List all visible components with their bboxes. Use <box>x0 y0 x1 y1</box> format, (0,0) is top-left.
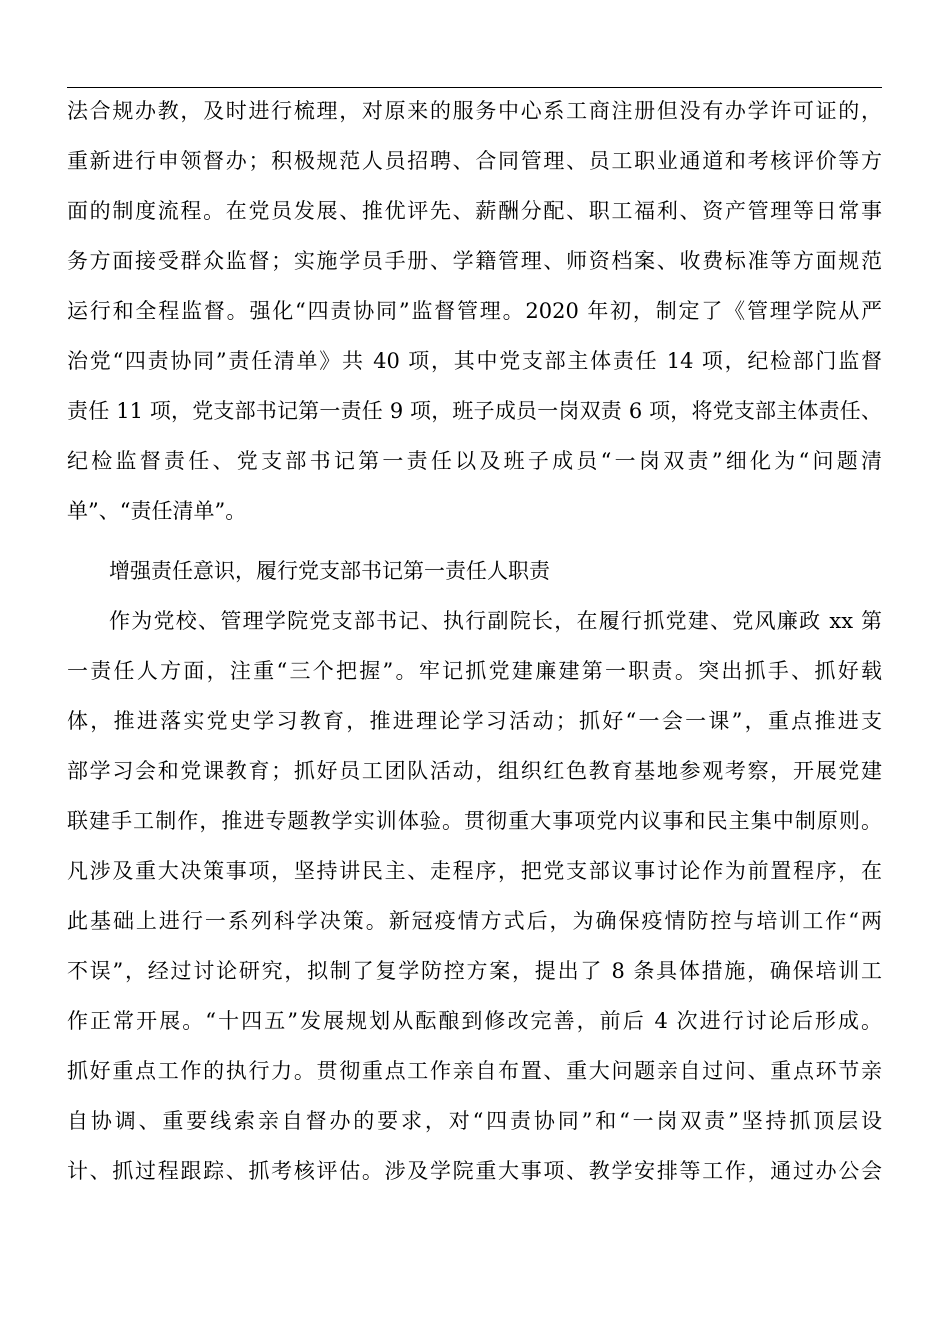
section-heading: 增强责任意识，履行党支部书记第一责任人职责 <box>109 559 550 583</box>
text-line: 法合规办教，及时进行梳理，对原来的服务中心系工商注册但没有办学许可证的， <box>67 99 882 123</box>
text-line: 治党“四责协同”责任清单》共 40 项，其中党支部主体责任 14 项，纪检部门监督 <box>67 349 882 373</box>
text-line: 作正常开展。“十四五”发展规划从酝酿到修改完善，前后 4 次进行讨论后形成。 <box>67 1009 882 1033</box>
text-line: 不误”，经过讨论研究，拟制了复学防控方案，提出了 8 条具体措施，确保培训工 <box>67 959 882 983</box>
text-line: 体，推进落实党史学习教育，推进理论学习活动；抓好“一会一课”，重点推进支 <box>67 709 882 733</box>
text-line: 重新进行申领督办；积极规范人员招聘、合同管理、员工职业通道和考核评价等方 <box>67 149 882 173</box>
text-line: 一责任人方面，注重“三个把握”。牢记抓党建廉建第一职责。突出抓手、抓好载 <box>67 659 882 683</box>
text-line: 责任 11 项，党支部书记第一责任 9 项，班子成员一岗双责 6 项，将党支部主体责任、 <box>67 399 882 423</box>
text-line: 面的制度流程。在党员发展、推优评先、薪酬分配、职工福利、资产管理等日常事 <box>67 199 882 223</box>
text-line: 自协调、重要线索亲自督办的要求，对“四责协同”和“一岗双责”坚持抓顶层设 <box>67 1109 882 1133</box>
text-line: 此基础上进行一系列科学决策。新冠疫情方式后，为确保疫情防控与培训工作“两 <box>67 909 882 933</box>
text-line: 部学习会和党课教育；抓好员工团队活动，组织红色教育基地参观考察，开展党建 <box>67 759 882 783</box>
text-line: 纪检监督责任、党支部书记第一责任以及班子成员“一岗双责”细化为“问题清 <box>67 449 882 473</box>
text-line: 抓好重点工作的执行力。贯彻重点工作亲自布置、重大问题亲自过问、重点环节亲 <box>67 1059 882 1083</box>
text-line: 联建手工制作，推进专题教学实训体验。贯彻重大事项党内议事和民主集中制原则。 <box>67 809 882 833</box>
text-line: 运行和全程监督。强化“四责协同”监督管理。2020 年初，制定了《管理学院从严 <box>67 299 882 323</box>
header-rule <box>67 87 882 88</box>
text-line: 计、抓过程跟踪、抓考核评估。涉及学院重大事项、教学安排等工作，通过办公会 <box>67 1159 882 1183</box>
text-line: 作为党校、管理学院党支部书记、执行副院长，在履行抓党建、党风廉政 xx 第 <box>109 609 882 633</box>
text-line: 务方面接受群众监督；实施学员手册、学籍管理、师资档案、收费标准等方面规范 <box>67 249 882 273</box>
text-line: 单”、“责任清单”。 <box>67 499 247 523</box>
text-line: 凡涉及重大决策事项，坚持讲民主、走程序，把党支部议事讨论作为前置程序，在 <box>67 859 882 883</box>
